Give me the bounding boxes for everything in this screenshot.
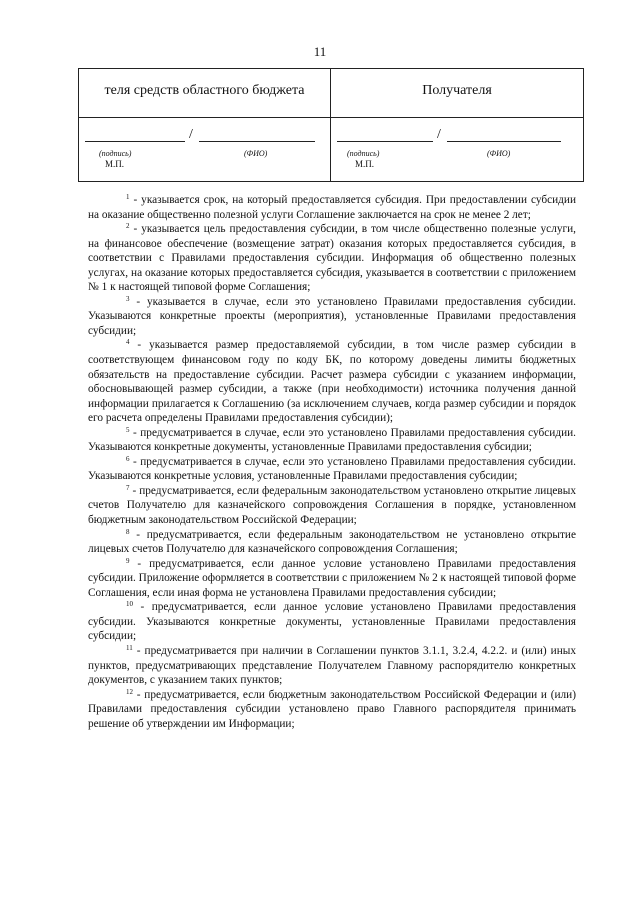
footnote-text: - предусматривается, если бюджетным законодательством Российской Федерации и (или) Правилами предоставления субсидии установлено право Главного распорядителя принимать решение об утверждении им Информации; xyxy=(88,688,576,730)
left-name-label: (ФИО) xyxy=(244,149,268,158)
footnote-number: 1 xyxy=(126,193,130,201)
footnote-number: 6 xyxy=(126,454,130,463)
right-name-label: (ФИО) xyxy=(487,149,511,158)
left-slash: / xyxy=(189,127,193,142)
footnote-text: - предусматривается, если данное условие установлено Правилами предоставления субсидии. Приложение оформляется в соответствии с приложением № 2 к настоящей типовой форме Соглашения, если иная форма не установлена Правилами предоставления субсидии; xyxy=(88,557,576,599)
footnote-number: 7 xyxy=(126,483,130,492)
footnote-number: 12 xyxy=(126,687,133,696)
left-signature-label: (подпись) xyxy=(99,149,132,158)
footnote-text: - предусматривается, если данное условие установлено Правилами предоставления субсидии. Указываются конкретные документы, установленные Правилами предоставления субсидии; xyxy=(88,601,576,643)
footnote xyxy=(88,600,576,644)
footnote xyxy=(88,426,576,455)
footnote-text: - предусматривается в случае, если это установлено Правилами предоставления субсидии. Указываются конкретные документы, установленные Правилами предоставления субсидии; xyxy=(88,426,576,454)
footnote-number: 11 xyxy=(126,643,133,652)
footnote xyxy=(88,557,576,601)
right-slash: / xyxy=(437,127,441,142)
footnote xyxy=(88,528,576,557)
footnotes-section xyxy=(88,193,576,731)
footnote-text: - указывается размер предоставляемой субсидии, в том числе размер субсидии в соответствующем финансовом году по коду БК, по которому доведены лимиты бюджетных обязательств на предоставление субсидии. Расчет размера субсидии с указанием информации, обосновывающей размер субсидии, а также (при необходимости) источника получения данной информации прилагается к Соглашению (за исключением случаев, когда размер субсидии и порядок его расчета определены Правилами предоставления субсидии); xyxy=(88,339,576,425)
footnote xyxy=(88,222,576,295)
right-signature-label: (подпись) xyxy=(347,149,380,158)
footnote-number: 4 xyxy=(126,338,130,347)
left-column-header: теля средств областного бюджета xyxy=(104,83,305,98)
right-signature-line xyxy=(337,141,433,142)
table-divider-horizontal xyxy=(79,117,583,118)
footnote-text: - предусматривается, если федеральным законодательством не установлено открытие лицевых счетов Получателю для казначейского сопровождения Соглашения; xyxy=(88,528,576,556)
footnote-number: 3 xyxy=(126,294,130,303)
footnote xyxy=(88,295,576,339)
footnote-number: 8 xyxy=(126,527,130,536)
right-stamp-label: М.П. xyxy=(355,159,375,169)
footnote-number: 2 xyxy=(126,222,130,231)
signature-table xyxy=(78,68,584,182)
footnote-text: - указывается цель предоставления субсидии, в том числе общественно полезные услуги, на финансовое обеспечение (возмещение затрат) оказания которых предоставляется субсидия, в соответствии с Правилами предоставления субсидии. Информация об общественно полезных услугах, на оказание которых предоставляется субсидия, указывается в соответствии с приложением № 1 к настоящей типовой форме Соглашения; xyxy=(88,223,576,294)
footnote-text: - предусматривается, если федеральным законодательством установлено открытие лицевых счетов Получателю для казначейского сопровождения Соглашения в порядке, установленном бюджетным законодательством Российской Федерации; xyxy=(88,484,576,527)
left-name-line xyxy=(199,141,315,142)
footnote xyxy=(88,193,576,222)
footnote-text: - указывается в случае, если это установлено Правилами предоставления субсидии. Указываются конкретные проекты (мероприятия), установленные Правилами предоставления субсидии; xyxy=(88,295,576,337)
page-number: 11 xyxy=(313,44,327,59)
footnote-text: - предусматривается при наличии в Соглашении пунктов 3.1.1, 3.2.4, 4.2.2. и (или) иных пунктов, предусматривающих представление Получателем Главному распорядителю конкретных документов, с указанием таких пунктов; xyxy=(88,644,576,687)
footnote xyxy=(88,688,576,732)
footnote-text: - указывается срок, на который предоставляется субсидия. При предоставлении субсидии на оказание общественно полезной услуги Соглашение заключается на срок не менее 2 лет; xyxy=(88,194,576,221)
right-name-line xyxy=(447,141,561,142)
footnote-number: 10 xyxy=(126,600,133,609)
right-column-header: Получателя xyxy=(422,83,492,98)
footnote-number: 5 xyxy=(126,425,130,434)
footnote xyxy=(88,484,576,528)
left-stamp-label: М.П. xyxy=(105,159,125,169)
footnote xyxy=(88,338,576,425)
footnote xyxy=(88,644,576,688)
footnote xyxy=(88,455,576,484)
footnote-text: - предусматривается в случае, если это установлено Правилами предоставления субсидии. Указываются конкретные условия, установленные Правилами предоставления субсидии; xyxy=(88,455,576,483)
left-signature-line xyxy=(85,141,185,142)
footnote-number: 9 xyxy=(126,556,130,565)
